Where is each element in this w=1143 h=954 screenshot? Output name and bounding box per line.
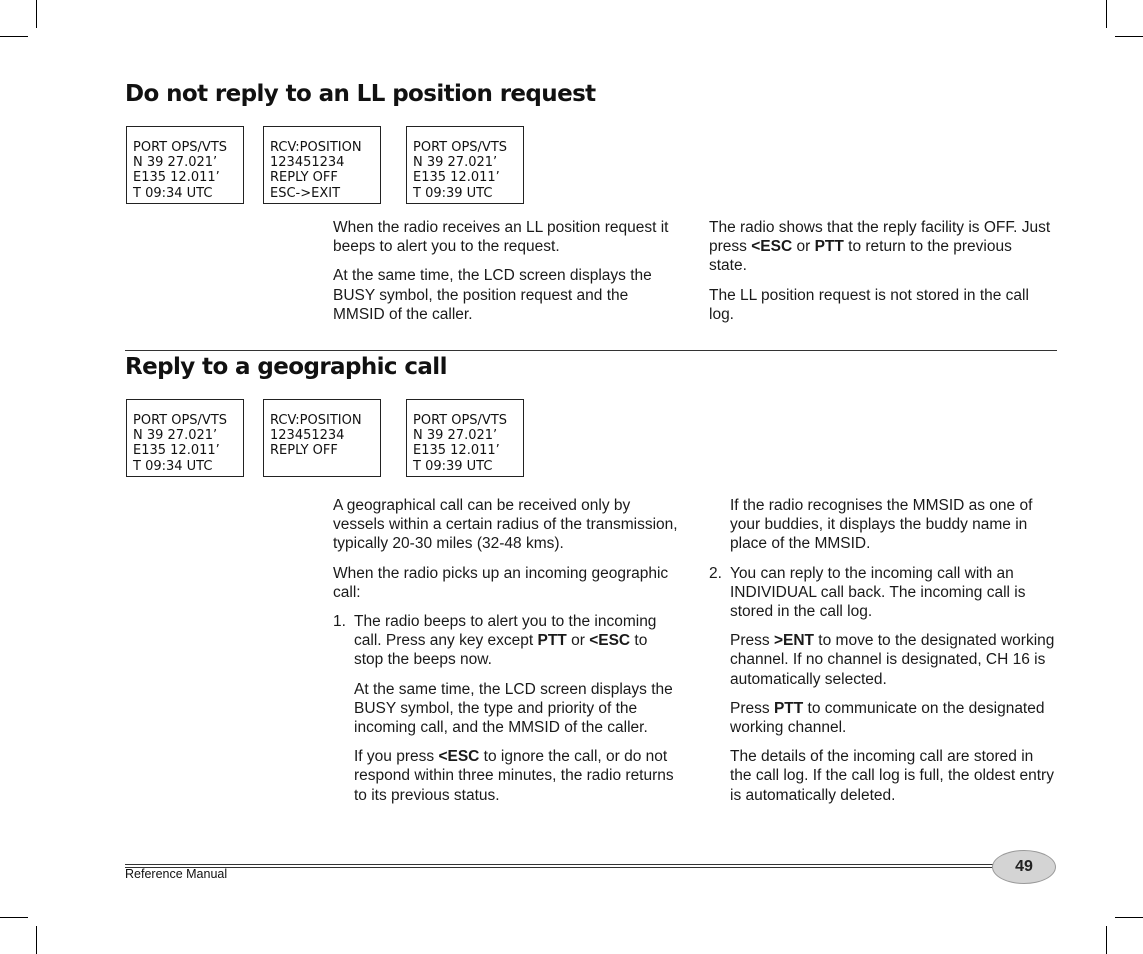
crop-mark — [0, 917, 28, 918]
section-heading-ll-position: Do not reply to an LL position request — [125, 81, 596, 107]
section-heading-geographic-call: Reply to a geographic call — [125, 354, 447, 380]
paragraph: The radio shows that the reply facility is OFF. Just press <ESC or PTT to return to the previous state. — [709, 219, 1051, 275]
lcd-line: N 39 27.021’ — [413, 428, 498, 444]
paragraph: You can reply to the incoming call with an INDIVIDUAL call back. The incoming call is stored in the call log. — [730, 564, 1026, 621]
crop-mark — [1106, 0, 1107, 28]
key-ptt: PTT — [814, 238, 844, 256]
paragraph: When the radio receives an LL position request it beeps to alert you to the request. — [333, 219, 669, 256]
lcd-line: PORT OPS/VTS — [133, 140, 228, 155]
lcd-line: N 39 27.021’ — [413, 155, 498, 171]
lcd-line: N 39 27.021’ — [133, 155, 218, 171]
footer-label: Reference Manual — [125, 867, 228, 881]
list-number: 2. — [709, 564, 722, 582]
lcd-line: T 09:34 UTC — [133, 185, 213, 201]
text-column-right — [709, 218, 1054, 334]
crop-mark — [36, 926, 37, 954]
paragraph: Press >ENT to move to the designated working channel. If no channel is designated, CH 16 is automatically selected. — [730, 632, 1055, 688]
lcd-line: E135 12.011’ — [133, 170, 220, 186]
lcd-line: T 09:34 UTC — [133, 458, 213, 474]
lcd-line: PORT OPS/VTS — [133, 413, 228, 428]
section-divider — [125, 350, 1057, 351]
lcd-screen — [263, 126, 381, 204]
lcd-line: PORT OPS/VTS — [413, 140, 508, 155]
footer-rule — [125, 864, 993, 865]
lcd-line: REPLY OFF — [270, 443, 338, 459]
lcd-line: PORT OPS/VTS — [413, 413, 508, 428]
key-esc: <ESC — [751, 238, 793, 256]
text-column-right — [709, 496, 1057, 815]
crop-mark — [0, 36, 28, 37]
lcd-screen — [126, 399, 244, 477]
paragraph: At the same time, the LCD screen displays the BUSY symbol, the type and priority of the incoming call, and the MMSID of the caller. — [354, 680, 673, 737]
list-number: 1. — [333, 613, 346, 631]
paragraph: The LL position request is not stored in the call log. — [709, 286, 1029, 323]
lcd-line: RCV:POSITION — [270, 413, 362, 428]
lcd-line: T 09:39 UTC — [413, 458, 493, 474]
lcd-screen — [406, 399, 524, 477]
lcd-line: ESC->EXIT — [270, 185, 341, 201]
paragraph: If the radio recognises the MMSID as one of your buddies, it displays the buddy name in place of the MMSID. — [730, 497, 1033, 553]
paragraph: If you press <ESC to ignore the call, or do not respond within three minutes, the radio returns to its previous status. — [354, 748, 674, 804]
text-column-left — [333, 218, 678, 334]
lcd-line: 123451234 — [270, 428, 345, 444]
page-number-badge: 49 — [992, 850, 1056, 884]
lcd-line: T 09:39 UTC — [413, 185, 493, 201]
key-ent: >ENT — [773, 632, 814, 650]
list-item — [333, 612, 678, 805]
lcd-line: E135 12.011’ — [133, 443, 220, 459]
crop-mark — [1106, 926, 1107, 954]
lcd-screen — [126, 126, 244, 204]
crop-mark — [1115, 36, 1143, 37]
key-esc: <ESC — [438, 748, 480, 766]
lcd-line: REPLY OFF — [270, 170, 338, 186]
paragraph: At the same time, the LCD screen displays the BUSY symbol, the position request and the MMSID of the caller. — [333, 267, 652, 323]
lcd-line: 123451234 — [270, 155, 345, 171]
key-esc: <ESC — [589, 632, 631, 650]
lcd-line: E135 12.011’ — [413, 443, 500, 459]
paragraph: The radio beeps to alert you to the incoming call. Press any key except PTT or <ESC to stop the beeps now. — [354, 613, 657, 669]
paragraph: Press PTT to communicate on the designated working channel. — [730, 699, 1045, 737]
key-ptt: PTT — [537, 632, 567, 650]
text-column-left — [333, 496, 678, 815]
footer-rule — [125, 867, 993, 868]
paragraph: The details of the incoming call are stored in the call log. If the call log is full, the oldest entry is automatically deleted. — [730, 748, 1054, 804]
list-item — [709, 564, 1057, 805]
paragraph: When the radio picks up an incoming geographic call: — [333, 564, 669, 601]
key-ptt: PTT — [773, 699, 804, 717]
lcd-screen — [263, 399, 381, 477]
paragraph: A geographical call can be received only by vessels within a certain radius of the transmission, typically 20-30 miles (32-48 kms). — [333, 497, 678, 553]
lcd-line: N 39 27.021’ — [133, 428, 218, 444]
crop-mark — [36, 0, 37, 28]
crop-mark — [1115, 917, 1143, 918]
lcd-screen — [406, 126, 524, 204]
lcd-line: RCV:POSITION — [270, 140, 362, 155]
lcd-line: E135 12.011’ — [413, 170, 500, 186]
